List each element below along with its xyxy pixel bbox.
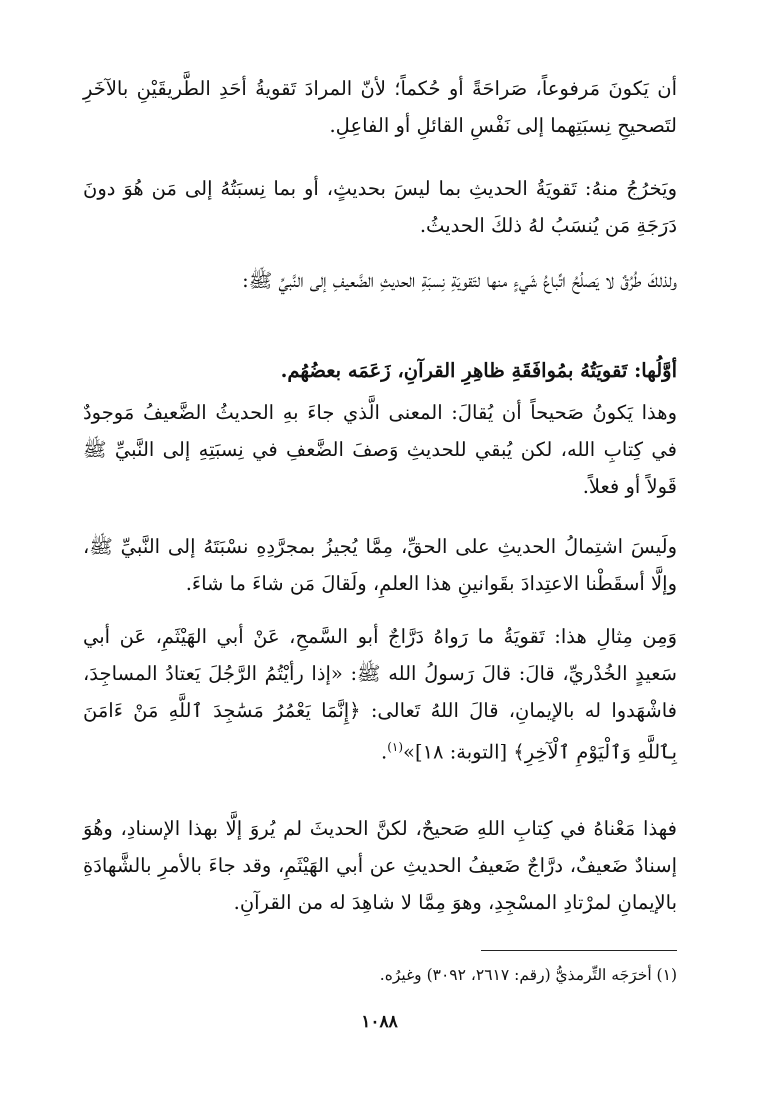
hadith-text: وَمِن مِثالِ هذا: تَقويَةُ ما رَواهُ دَرَّاجٌ أبو السَّمحِ، عَنْ أبي الهَيْثَمِ، عَن أبي سَعيدٍ الخُدْريِّ، قالَ: قالَ رَسولُ الله ﷺ: «إذا رأيْتُمُ الرَّجُلَ يَعتادُ المساجِدَ، فاشْهَدوا له بالإيمانِ، قالَ اللهُ تَعالى: ﴿إِنَّمَا يَعْمُرُ مَسَٰجِدَ ٱللَّهِ مَنْ ءَامَنَ بِٱللَّهِ وَٱلْيَوْمِ ٱلْآخِرِ﴾ [التوبة: ١٨]» (83, 625, 677, 764)
paragraph-2: ويَخرُجُ منهُ: تَقويَةُ الحديثِ بما ليسَ بحديثٍ، أو بما نِسبَتُهُ إلى مَن هُوَ دونَ دَرَجَةِ مَن يُنسَبُ لهُ ذلكَ الحديثُ. (83, 177, 677, 237)
paragraph-1: أن يَكونَ مَرفوعاً، صَراحَةً أو حُكماً؛ لأنّ المرادَ تَقويةُ أحَدِ الطَّريقَيْنِ بالآخَرِ لتَصحيحِ نِسبَتِهما إلى نَفْسِ القائلِ أو الفاعِلِ. (83, 77, 677, 137)
paragraph-3: ولذلكَ طُرُقٌ لا يَصلُحُ اتِّباعُ شَيءٍ منها لتَقويَةِ نِسبَةِ الحديثِ الضَّعيفِ إلى النَّبيِّ ﷺ: (242, 269, 677, 292)
page-number: ١٠٨٨ (361, 1012, 398, 1032)
footnote: (١) أخرَجَه التِّرمذيُّ (رقم: ٢٦١٧، ٣٠٩٢) وغيرُه. (379, 966, 677, 984)
footnote-marker: (١) (387, 740, 404, 754)
section-heading: أوَّلُها: تَقويَتُهُ بمُوافَقَةِ ظاهِرِ القرآنِ، زَعَمَه بعضُهُم. (280, 359, 677, 382)
paragraph-hadith (83, 618, 677, 771)
paragraph-4: وهذا يَكونُ صَحيحاً أن يُقالَ: المعنى الَّذي جاءَ بهِ الحديثُ الضَّعيفُ مَوجودٌ في كِتابِ الله، لكن يُبقي للحديثِ وَصفَ الضَّعفِ في نِسبَتِهِ إلى النَّبيِّ ﷺ قَولاً أو فعلاً. (83, 401, 677, 498)
footnote-divider (481, 950, 677, 951)
hadith-period: . (380, 740, 388, 764)
paragraph-5: ولَيسَ اشتِمالُ الحديثِ على الحقِّ، مِمَّا يُجيزُ بمجرَّدِهِ نسْبَتَهُ إلى النَّبيِّ ﷺ، وإلَّا أسقَطْنا الاعتِدادَ بقَوانينِ هذا العلمِ، ولَقالَ مَن شاءَ ما شاءَ. (83, 535, 677, 595)
paragraph-7: فهذا مَعْناهُ في كِتابِ اللهِ صَحيحٌ، لكنَّ الحديثَ لم يُروَ إلَّا بهذا الإسنادِ، وهُوَ إسنادٌ ضَعيفٌ، درَّاجٌ ضَعيفُ الحديثِ عن أبي الهَيْثَمِ، وقد جاءَ بالأمرِ بالشَّهادَةِ بالإيمانِ لمرْتادِ المسْجِدِ، وهوَ مِمَّا لا شاهِدَ له من القرآنِ. (83, 817, 677, 914)
